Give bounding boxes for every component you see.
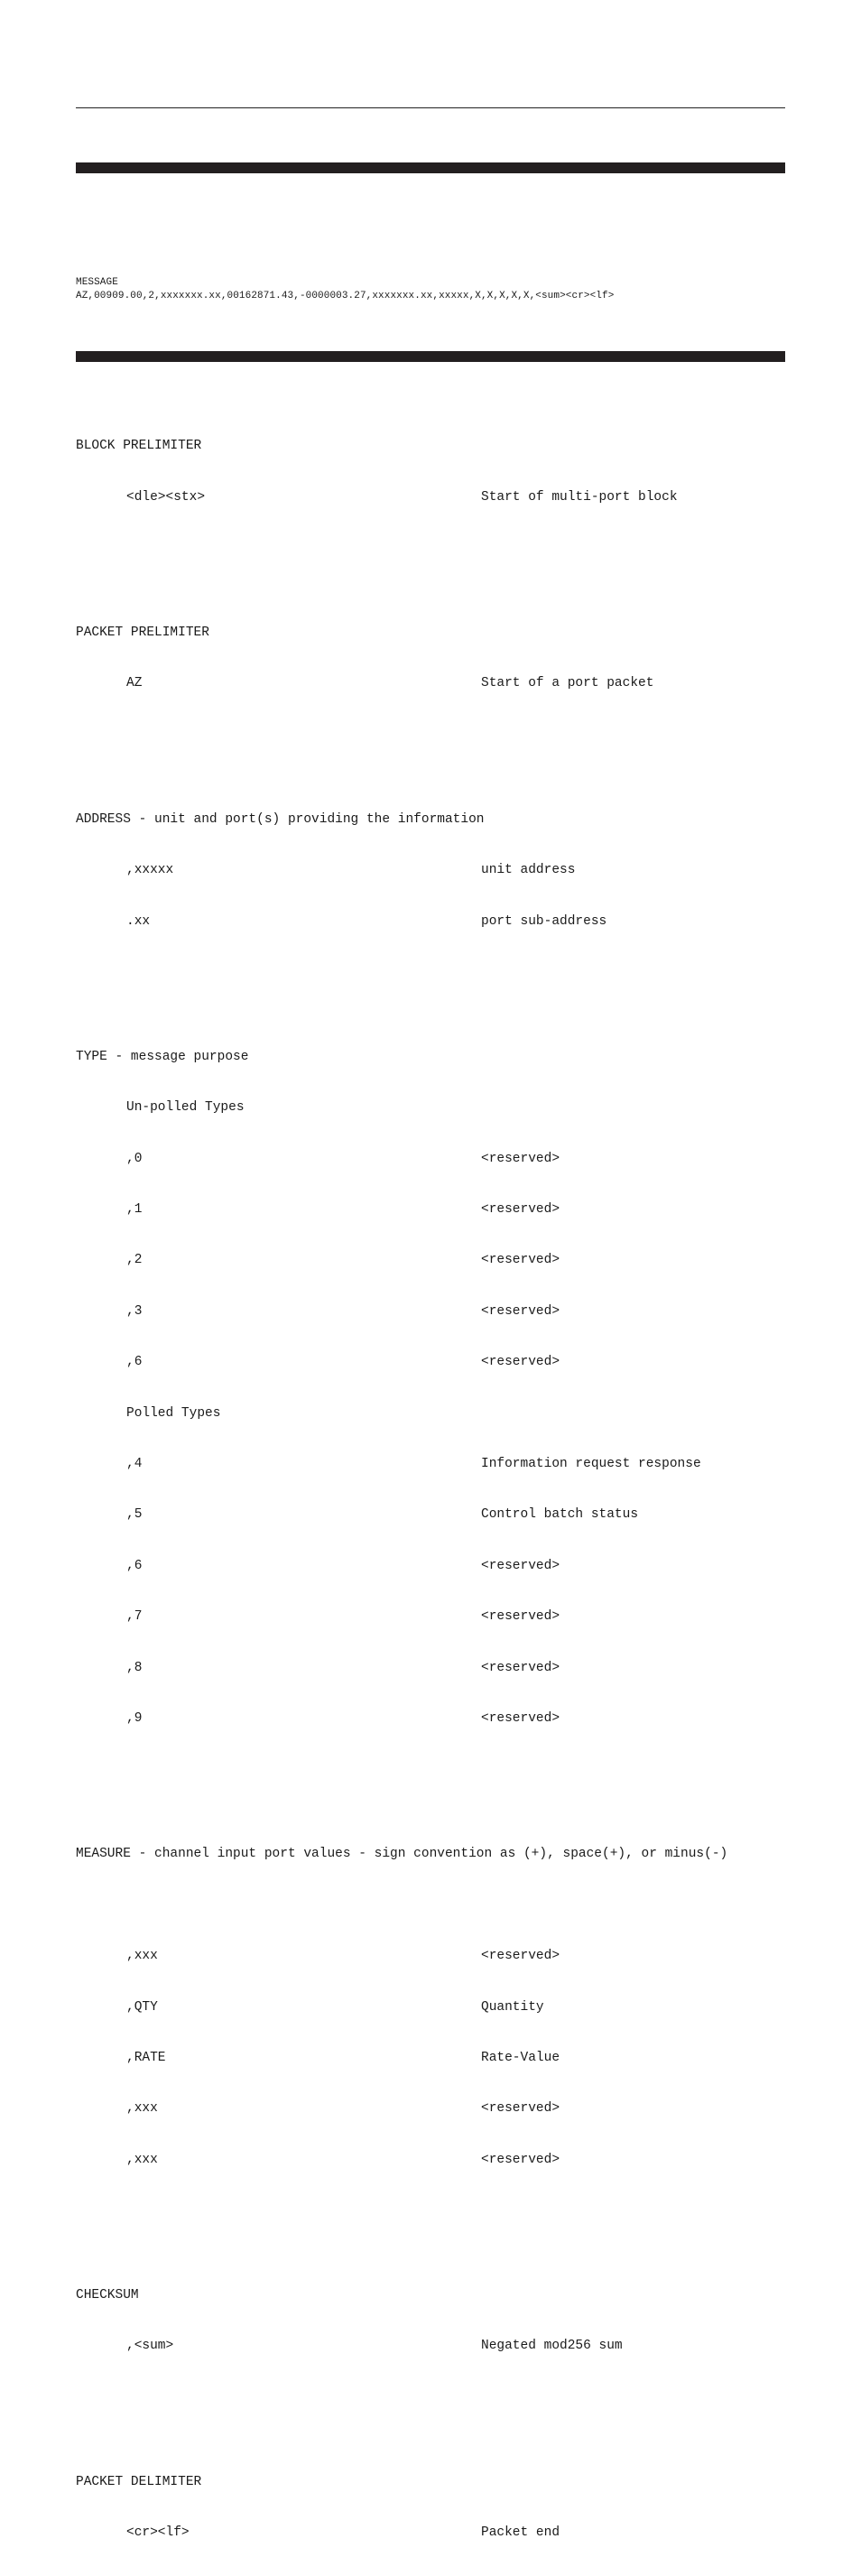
spec-desc: <reserved> <box>481 1949 560 1964</box>
spec-row <box>76 2100 798 2117</box>
message-label: MESSAGE <box>76 277 118 288</box>
message-spec <box>76 370 798 2576</box>
spec-row <box>76 2338 798 2355</box>
spec-row <box>76 1999 798 2016</box>
spec-row <box>76 2525 798 2542</box>
address-heading: ADDRESS - unit and port(s) providing the information <box>76 811 485 827</box>
spec-row <box>76 1201 798 1219</box>
spec-code: ,8 <box>126 1660 143 1675</box>
block-prelimiter-heading: BLOCK PRELIMITER <box>76 439 202 454</box>
spec-row <box>76 862 798 879</box>
spec-desc: <reserved> <box>481 2101 560 2117</box>
spec-code: ,4 <box>126 1457 143 1471</box>
unpolled-types-label: Un-polled Types <box>126 1100 245 1116</box>
spec-row <box>76 1948 798 1965</box>
spec-code: ,6 <box>126 1558 143 1573</box>
spec-desc: <reserved> <box>481 1303 560 1319</box>
type-heading: TYPE - message purpose <box>76 1049 249 1064</box>
spec-row <box>76 1354 798 1371</box>
spec-code: ,6 <box>126 1355 143 1370</box>
spec-code: ,9 <box>126 1710 143 1726</box>
spec-desc: Quantity <box>481 1999 544 2015</box>
spec-row <box>76 1710 798 1728</box>
message-string: AZ,00909.00,2,xxxxxxx.xx,00162871.43,-0000003.27,xxxxxxx.xx,xxxxx,X,X,X,X,X,<sum><cr><lf> <box>76 291 615 301</box>
spec-desc: <reserved> <box>481 1253 560 1268</box>
spec-row <box>76 1151 798 1168</box>
spec-code: ,xxx <box>126 1949 158 1964</box>
spec-row <box>76 2152 798 2169</box>
spec-desc: unit address <box>481 863 576 878</box>
spec-code: ,<sum> <box>126 2339 174 2354</box>
spec-code: ,QTY <box>126 1999 158 2015</box>
spec-row <box>76 1608 798 1626</box>
spec-code: <cr><lf> <box>126 2525 190 2541</box>
spec-row <box>76 1558 798 1575</box>
spec-code: ,5 <box>126 1507 143 1523</box>
spec-code: AZ <box>126 676 143 691</box>
spec-desc: Start of multi-port block <box>481 489 678 505</box>
spec-code: ,7 <box>126 1609 143 1625</box>
spec-desc: Negated mod256 sum <box>481 2339 623 2354</box>
spec-row <box>76 1456 798 1473</box>
spec-row <box>76 1303 798 1320</box>
spec-row <box>76 2050 798 2067</box>
spec-desc: Rate-Value <box>481 2050 560 2065</box>
spec-code: ,RATE <box>126 2050 166 2065</box>
header-rule <box>76 107 785 108</box>
spec-code: <dle><stx> <box>126 489 206 505</box>
section-bar-top <box>76 162 785 173</box>
spec-desc: Packet end <box>481 2525 560 2541</box>
measure-heading: MEASURE - channel input port values - sign convention as (+), space(+), or minus(-) <box>76 1847 728 1862</box>
spec-desc: <reserved> <box>481 1355 560 1370</box>
spec-desc: <reserved> <box>481 1660 560 1675</box>
checksum-heading: CHECKSUM <box>76 2288 139 2303</box>
spec-code: ,xxx <box>126 2152 158 2167</box>
spec-code: ,3 <box>126 1303 143 1319</box>
spec-desc: <reserved> <box>481 2152 560 2167</box>
spec-code: ,1 <box>126 1202 143 1218</box>
spec-desc: <reserved> <box>481 1151 560 1166</box>
spec-desc: <reserved> <box>481 1609 560 1625</box>
spec-desc: <reserved> <box>481 1202 560 1218</box>
spec-desc: Control batch status <box>481 1507 639 1523</box>
spec-code: .xx <box>126 913 151 929</box>
packet-delimiter-heading: PACKET DELIMITER <box>76 2474 202 2489</box>
spec-code: ,2 <box>126 1253 143 1268</box>
spec-row <box>76 675 798 692</box>
spec-desc: <reserved> <box>481 1558 560 1573</box>
spec-desc: Start of a port packet <box>481 676 654 691</box>
spec-desc: port sub-address <box>481 913 607 929</box>
packet-prelimiter-heading: PACKET PRELIMITER <box>76 625 209 640</box>
spec-row <box>76 1252 798 1269</box>
spec-desc: Information request response <box>481 1457 701 1471</box>
polled-types-label: Polled Types <box>126 1405 221 1421</box>
spec-row <box>76 1506 798 1524</box>
spec-desc: <reserved> <box>481 1710 560 1726</box>
spec-code: ,xxx <box>126 2101 158 2117</box>
spec-row <box>76 489 798 506</box>
spec-row <box>76 1660 798 1677</box>
spec-code: ,0 <box>126 1151 143 1166</box>
spec-code: ,xxxxx <box>126 863 174 878</box>
section-bar-middle <box>76 351 785 362</box>
spec-row <box>76 913 798 931</box>
